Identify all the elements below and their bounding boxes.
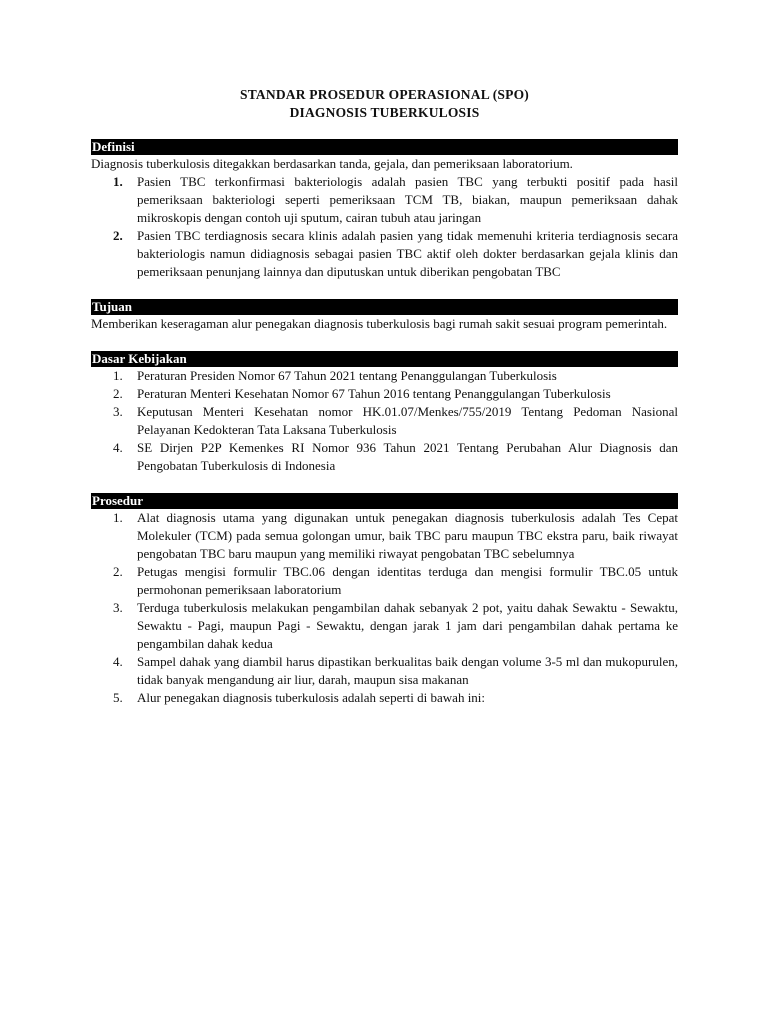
list-item-number: 4. [113, 440, 123, 455]
list-item-text: SE Dirjen P2P Kemenkes RI Nomor 936 Tahun 2021 Tentang Perubahan Alur Diagnosis dan Pengobatan Tuberkulosis di Indonesia [137, 440, 678, 473]
section-header-prosedur: Prosedur [91, 493, 678, 509]
section-body-tujuan [91, 315, 678, 333]
section-header-dasar-kebijakan: Dasar Kebijakan [91, 351, 678, 367]
section-header-definisi: Definisi [91, 139, 678, 155]
section-definisi [91, 139, 678, 281]
document-subtitle: DIAGNOSIS TUBERKULOSIS [289, 105, 480, 120]
list-item [91, 385, 678, 403]
section-dasar-kebijakan [91, 351, 678, 475]
list-item-number: 1. [113, 510, 123, 525]
section-prosedur [91, 493, 678, 707]
section-tujuan [91, 299, 678, 333]
definisi-list [91, 173, 678, 281]
list-item [91, 227, 678, 281]
list-item-number: 2. [113, 386, 123, 401]
section-body-definisi [91, 155, 678, 281]
list-item [91, 563, 678, 599]
section-body-dasar-kebijakan [91, 367, 678, 475]
list-item-text: Peraturan Presiden Nomor 67 Tahun 2021 tentang Penanggulangan Tuberkulosis [137, 368, 557, 383]
tujuan-text: Memberikan keseragaman alur penegakan diagnosis tuberkulosis bagi rumah sakit sesuai program pemerintah. [91, 316, 668, 331]
list-item-number: 5. [113, 690, 123, 705]
list-item [91, 367, 678, 385]
list-item [91, 403, 678, 439]
list-item-number: 3. [113, 600, 123, 615]
list-item-text: Pasien TBC terdiagnosis secara klinis adalah pasien yang tidak memenuhi kriteria terdiagnosis secara bakteriologis namun didiagnosis sebagai pasien TBC aktif oleh dokter berdasarkan gejala klinis dan pemeriksaan penunjang lainnya dan diputuskan untuk diberikan pengobatan TBC [137, 228, 678, 279]
list-item [91, 173, 678, 227]
list-item [91, 653, 678, 689]
list-item-number: 2. [113, 228, 123, 243]
list-item-text: Sampel dahak yang diambil harus dipastikan berkualitas baik dengan volume 3-5 ml dan mukopurulen, tidak banyak mengandung air liur, darah, maupun sisa makanan [137, 654, 678, 687]
list-item-text: Peraturan Menteri Kesehatan Nomor 67 Tahun 2016 tentang Penanggulangan Tuberkulosis [137, 386, 611, 401]
document-title: STANDAR PROSEDUR OPERASIONAL (SPO) [240, 87, 529, 102]
list-item [91, 439, 678, 475]
document-title-block [91, 86, 678, 122]
section-header-tujuan: Tujuan [91, 299, 678, 315]
section-body-prosedur [91, 509, 678, 707]
list-item-number: 1. [113, 174, 123, 189]
prosedur-list [91, 509, 678, 707]
definisi-intro: Diagnosis tuberkulosis ditegakkan berdasarkan tanda, gejala, dan pemeriksaan laboratorium. [91, 156, 573, 171]
list-item-text: Keputusan Menteri Kesehatan nomor HK.01.07/Menkes/755/2019 Tentang Pedoman Nasional Pelayanan Kedokteran Tata Laksana Tuberkulosis [137, 404, 678, 437]
list-item-number: 1. [113, 368, 123, 383]
dasar-kebijakan-list [91, 367, 678, 475]
list-item-number: 3. [113, 404, 123, 419]
list-item [91, 689, 678, 707]
list-item-text: Alat diagnosis utama yang digunakan untuk penegakan diagnosis tuberkulosis adalah Tes Cepat Molekuler (TCM) pada semua golongan umur, baik TBC paru maupun TBC ekstra paru, baik riwayat pengobatan TBC baru maupun yang memiliki riwayat pengobatan TBC sebelumnya [137, 510, 678, 561]
list-item [91, 599, 678, 653]
list-item-text: Alur penegakan diagnosis tuberkulosis adalah seperti di bawah ini: [137, 690, 486, 705]
list-item-text: Pasien TBC terkonfirmasi bakteriologis adalah pasien TBC yang terbukti positif pada hasil pemeriksaan bakteriologi seperti pemeriksaan TCM TB, biakan, maupun pemeriksaan dahak mikroskopis dengan contoh uji sputum, cairan tubuh atau jaringan [137, 174, 678, 225]
list-item-number: 2. [113, 564, 123, 579]
list-item-text: Terduga tuberkulosis melakukan pengambilan dahak sebanyak 2 pot, yaitu dahak Sewaktu - Sewaktu, Sewaktu - Pagi, maupun Pagi - Sewaktu, dengan jarak 1 jam dari pengambilan dahak pertama ke pengambilan dahak kedua [137, 600, 678, 651]
list-item-text: Petugas mengisi formulir TBC.06 dengan identitas terduga dan mengisi formulir TBC.05 untuk permohonan pemeriksaan laboratorium [137, 564, 678, 597]
document-page [91, 86, 678, 725]
list-item-number: 4. [113, 654, 123, 669]
list-item [91, 509, 678, 563]
